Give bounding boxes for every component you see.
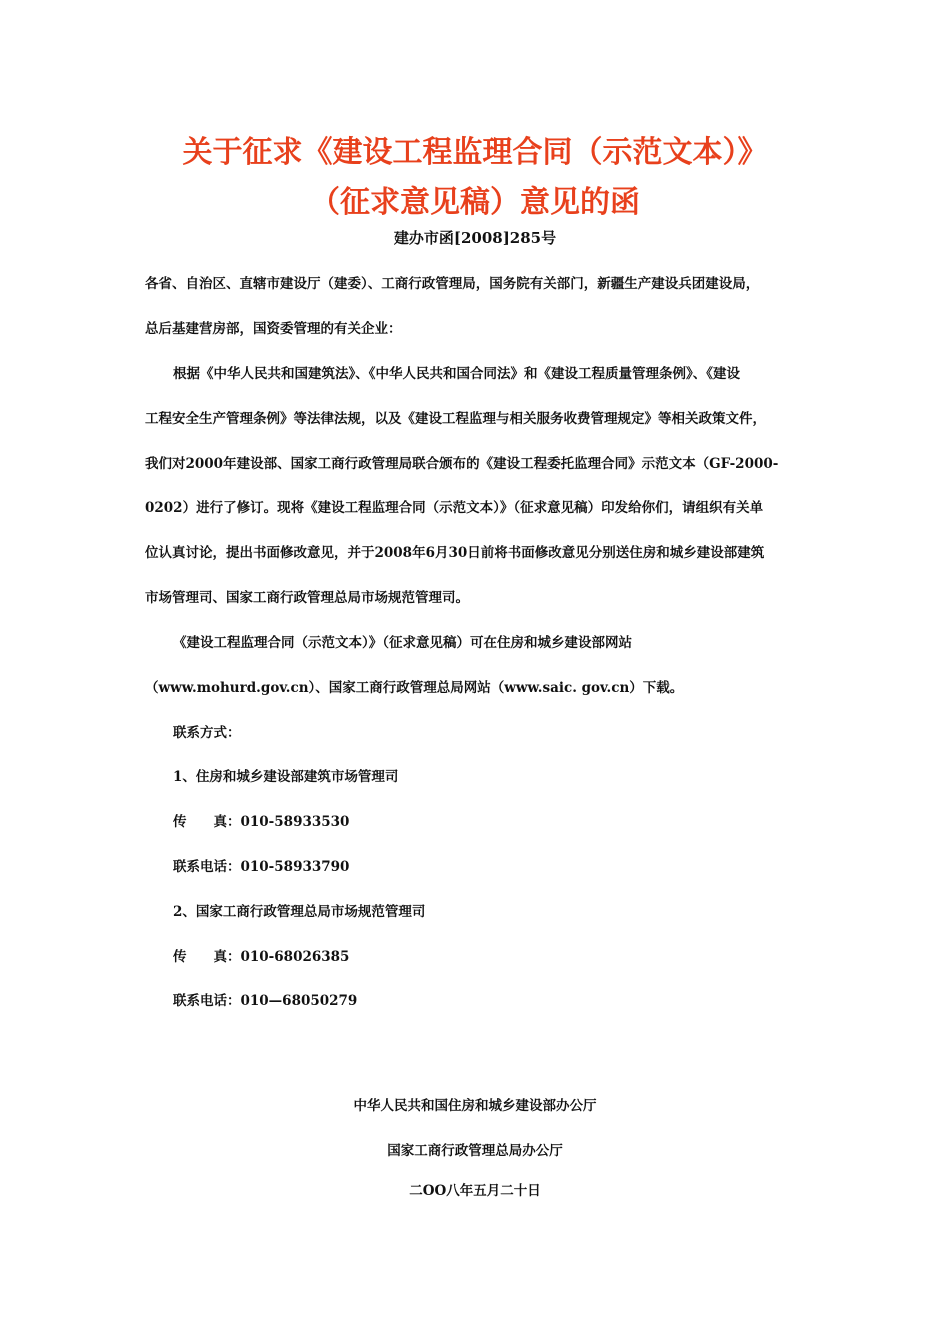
paragraph-1-line: 我们对2000年建设部、国家工商行政管理局联合颁布的《建设工程委托监理合同》示范文本（GF-2000-: [145, 456, 779, 472]
contact-org1-fax: [173, 811, 853, 833]
issuer-1: 中华人民共和国住房和城乡建设部办公厅: [353, 1098, 597, 1114]
paragraph-1-line: 市场管理司、国家工商行政管理总局市场规范管理司。: [145, 590, 469, 606]
contact-org2-fax: [173, 946, 853, 968]
paragraph-2-line: （www.mohurd.gov.cn）、国家工商行政管理总局网站（www.saic. gov.cn）下载。: [145, 680, 684, 696]
paragraph-1-line: 根据《中华人民共和国建筑法》、《中华人民共和国合同法》和《建设工程质量管理条例》、《建设: [173, 366, 740, 382]
fax-number: 010-58933530: [240, 814, 350, 830]
contact-heading: 联系方式：: [173, 725, 241, 741]
contact-org2-tel: [173, 990, 853, 1012]
contact-org1-tel: [173, 856, 853, 878]
fax-number: 010-68026385: [240, 949, 350, 965]
tel-number: 010—68050279: [240, 993, 358, 1009]
fax-label: 传 真：: [173, 949, 241, 965]
tel-label: 联系电话：: [173, 993, 241, 1009]
addressees-line1: 各省、自治区、直辖市建设厅（建委）、工商行政管理局，国务院有关部门，新疆生产建设兵团建设局，: [145, 276, 760, 292]
issue-date: 二OO八年五月二十日: [409, 1183, 541, 1199]
contact-org2: 2、国家工商行政管理总局市场规范管理司: [173, 904, 426, 920]
paragraph-1-line: 0202）进行了修订。现将《建设工程监理合同（示范文本）》（征求意见稿）印发给你们，请组织有关单: [145, 500, 764, 516]
document-title-line2: （征求意见稿）意见的函: [310, 185, 640, 220]
tel-label: 联系电话：: [173, 859, 241, 875]
fax-label: 传 真：: [173, 814, 241, 830]
paragraph-2-line: 《建设工程监理合同（示范文本）》（征求意见稿）可在住房和城乡建设部网站: [173, 635, 632, 651]
contact-org1: 1、住房和城乡建设部建筑市场管理司: [173, 769, 399, 785]
paragraph-1-line: 工程安全生产管理条例》等法律法规，以及《建设工程监理与相关服务收费管理规定》等相关政策文件，: [145, 411, 766, 427]
addressees-line2: 总后基建营房部，国资委管理的有关企业：: [145, 321, 402, 337]
tel-number: 010-58933790: [240, 859, 350, 875]
paragraph-1-line: 位认真讨论，提出书面修改意见，并于2008年6月30日前将书面修改意见分别送住房和城乡建设部建筑: [145, 545, 765, 561]
issuer-2: 国家工商行政管理总局办公厅: [387, 1143, 563, 1159]
document-number: 建办市函[2008]285号: [393, 229, 557, 247]
document-title-line1: 关于征求《建设工程监理合同（示范文本）》: [182, 135, 768, 170]
